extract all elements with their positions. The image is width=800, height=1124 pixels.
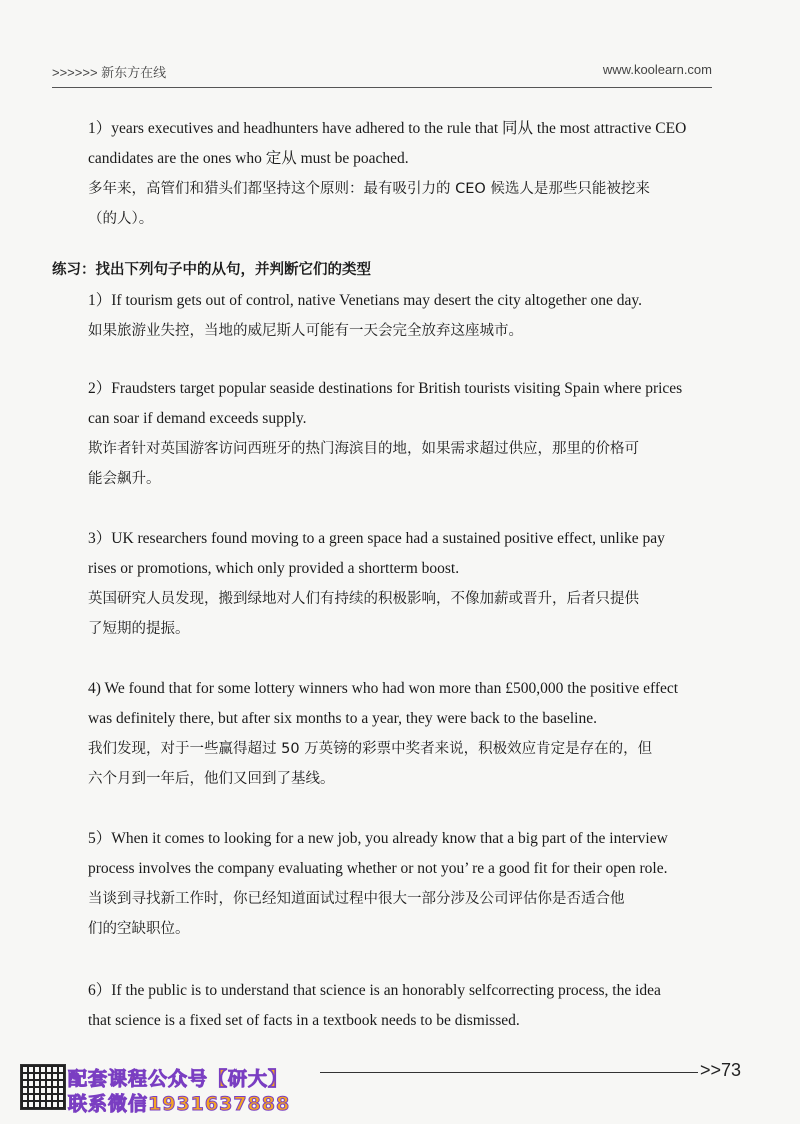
header-divider [52, 87, 712, 88]
intro-zh-line: （的人）。 [88, 211, 154, 227]
item-en-line: 3）UK researchers found moving to a green space had a sustained positive effect, unlike pay [88, 530, 665, 547]
exercise-item-6 [88, 976, 713, 1036]
item-en-line: can soar if demand exceeds supply. [88, 410, 307, 427]
exercise-item-4 [88, 674, 713, 794]
item-zh-line: 们的空缺职位。 [88, 921, 190, 937]
item-en-line: was definitely there, but after six months to a year, they were back to the baseline. [88, 710, 597, 727]
exercise-item-5 [88, 824, 713, 944]
footer-divider [320, 1072, 698, 1073]
item-zh-line: 我们发现，对于一些赢得超过 50 万英镑的彩票中奖者来说，积极效应肯定是存在的，但 [88, 741, 653, 757]
promo-contact-line: 联系微信1931637888 [68, 1093, 291, 1115]
item-zh-line: 英国研究人员发现，搬到绿地对人们有持续的积极影响，不像加薪或晋升，后者只提供 [88, 591, 639, 607]
exercise-item-3 [88, 524, 713, 644]
item-en-line: that science is a fixed set of facts in a textbook needs to be dismissed. [88, 1012, 520, 1029]
item-zh-line: 如果旅游业失控，当地的威尼斯人可能有一天会完全放弃这座城市。 [88, 323, 523, 339]
item-en-line: rises or promotions, which only provided a shortterm boost. [88, 560, 460, 577]
exercise-item-2 [88, 374, 713, 494]
item-en-line: 4) We found that for some lottery winners who had won more than £500,000 the positive effect [88, 680, 679, 697]
item-zh-line: 能会飙升。 [88, 471, 161, 487]
intro-en-line: 1）years executives and headhunters have adhered to the rule that 同从 the most attractive CEO [88, 120, 687, 137]
intro-en-line: candidates are the ones who 定从 must be poached. [88, 150, 409, 167]
item-en-line: 5）When it comes to looking for a new job, you already know that a big part of the interview [88, 830, 668, 847]
header-url: www.koolearn.com [602, 62, 712, 77]
header-brand: >>>>>> 新东方在线 [52, 65, 167, 80]
promo-banner-line: 配套课程公众号【研大】 [68, 1068, 289, 1090]
item-zh-line: 了短期的提振。 [88, 621, 190, 637]
item-en-line: process involves the company evaluating whether or not you’ re a good fit for their open role. [88, 860, 668, 877]
item-en-line: 1）If tourism gets out of control, native Venetians may desert the city altogether one day. [88, 292, 642, 309]
intro-zh-line: 多年来，高管们和猎头们都坚持这个原则：最有吸引力的 CEO 候选人是那些只能被挖来 [88, 181, 650, 197]
page-number: >>73 [700, 1060, 742, 1080]
item-zh-line: 当谈到寻找新工作时，你已经知道面试过程中很大一部分涉及公司评估你是否适合他 [88, 891, 625, 907]
item-zh-line: 欺诈者针对英国游客访问西班牙的热门海滨目的地，如果需求超过供应，那里的价格可 [88, 441, 639, 457]
item-en-line: 2）Fraudsters target popular seaside destinations for British tourists visiting Spain where prices [88, 380, 683, 397]
exercise-item-1 [88, 286, 713, 346]
item-zh-line: 六个月到一年后，他们又回到了基线。 [88, 771, 335, 787]
exercise-heading: 练习：找出下列句子中的从句，并判断它们的类型 [52, 262, 371, 278]
intro-example [88, 114, 713, 234]
item-en-line: 6）If the public is to understand that science is an honorably selfcorrecting process, the idea [88, 982, 661, 999]
qr-code-icon [20, 1064, 66, 1110]
